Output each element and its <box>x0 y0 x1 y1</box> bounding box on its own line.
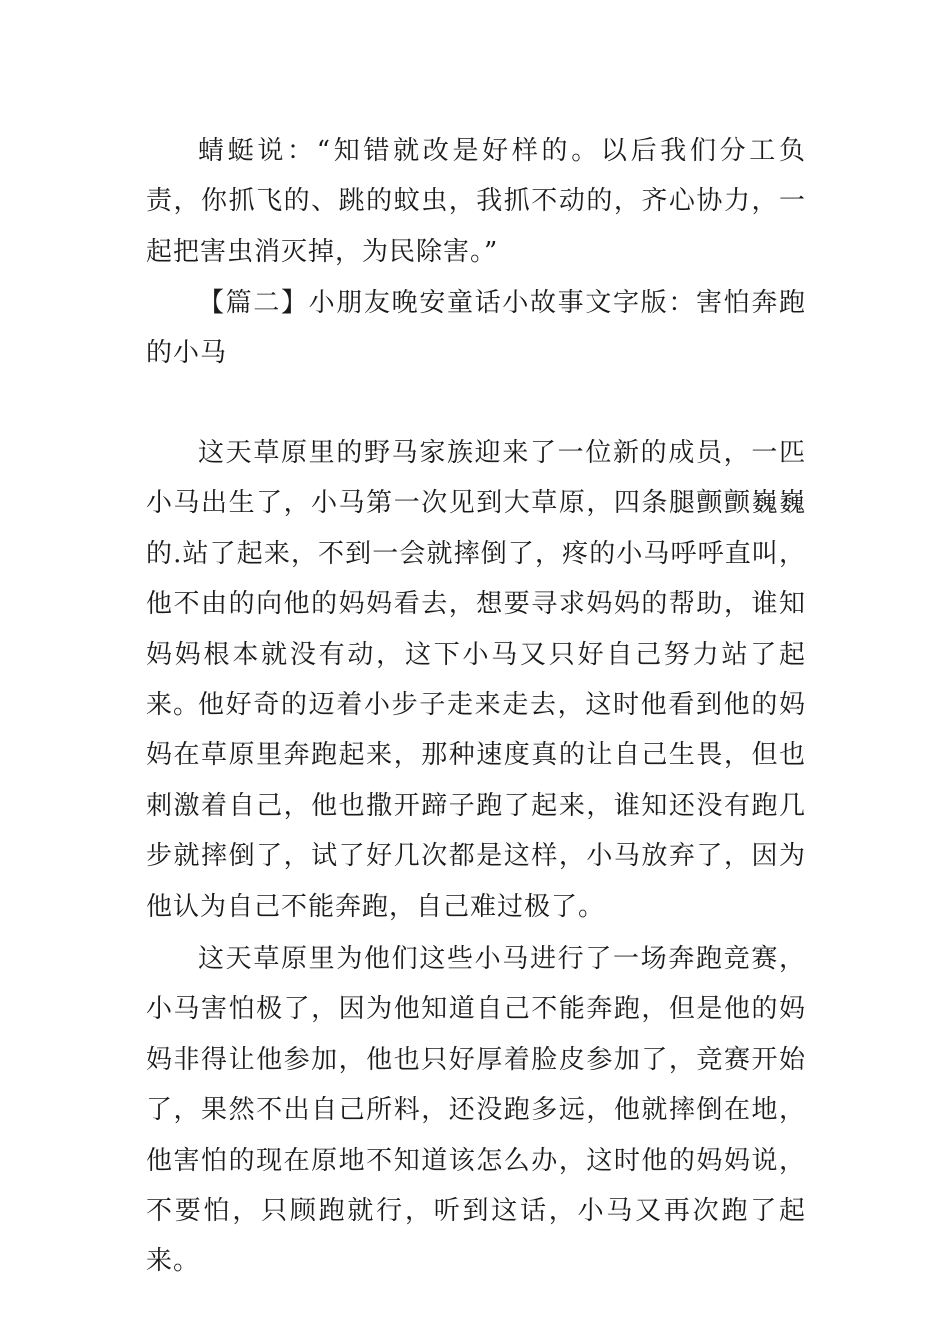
paragraph-dragonfly-dialogue: 蜻蜓说：“知错就改是好样的。以后我们分工负责，你抓飞的、跳的蚊虫，我抓不动的，齐心协力，一起把害虫消灭掉，为民除害。” <box>146 136 806 267</box>
section-heading: 【篇二】小朋友晚安童话小故事文字版：害怕奔跑的小马 <box>146 288 806 369</box>
paragraph-story-intro: 这天草原里的野马家族迎来了一位新的成员，一匹小马出生了，小马第一次见到大草原，四条腿颤颤巍巍的.站了起来，不到一会就摔倒了，疼的小马呼呼直叫，他不由的向他的妈妈看去，想要寻求妈妈的帮助，谁知妈妈根本就没有动，这下小马又只好自己努力站了起来。 <box>146 438 806 721</box>
paragraph-story-race: 这天草原里为他们这些小马进行了一场奔跑竞赛，小马害怕极了，因为他知道自己不能奔跑，但是他的妈妈非得让他参加，他也只好厚着脸皮参加了，竞赛开始了，果然不出自己所料，还没跑多远，他就摔倒在地，他害怕的现在原地不知道该怎么办，这时他的妈妈说，不要怕，只顾跑就行，听到这话，小马又再次跑了起来。 <box>146 944 806 1277</box>
paragraph-story-middle: 他好奇的迈着小步子走来走去，这时他看到他的妈妈在草原里奔跑起来，那种速度真的让自己生畏，但也刺激着自己，他也撒开蹄子跑了起来，谁知还没有跑几步就摔倒了，试了好几次都是这样，小马放弃了，因为他认为自己不能奔跑，自己难过极了。 <box>146 690 806 922</box>
